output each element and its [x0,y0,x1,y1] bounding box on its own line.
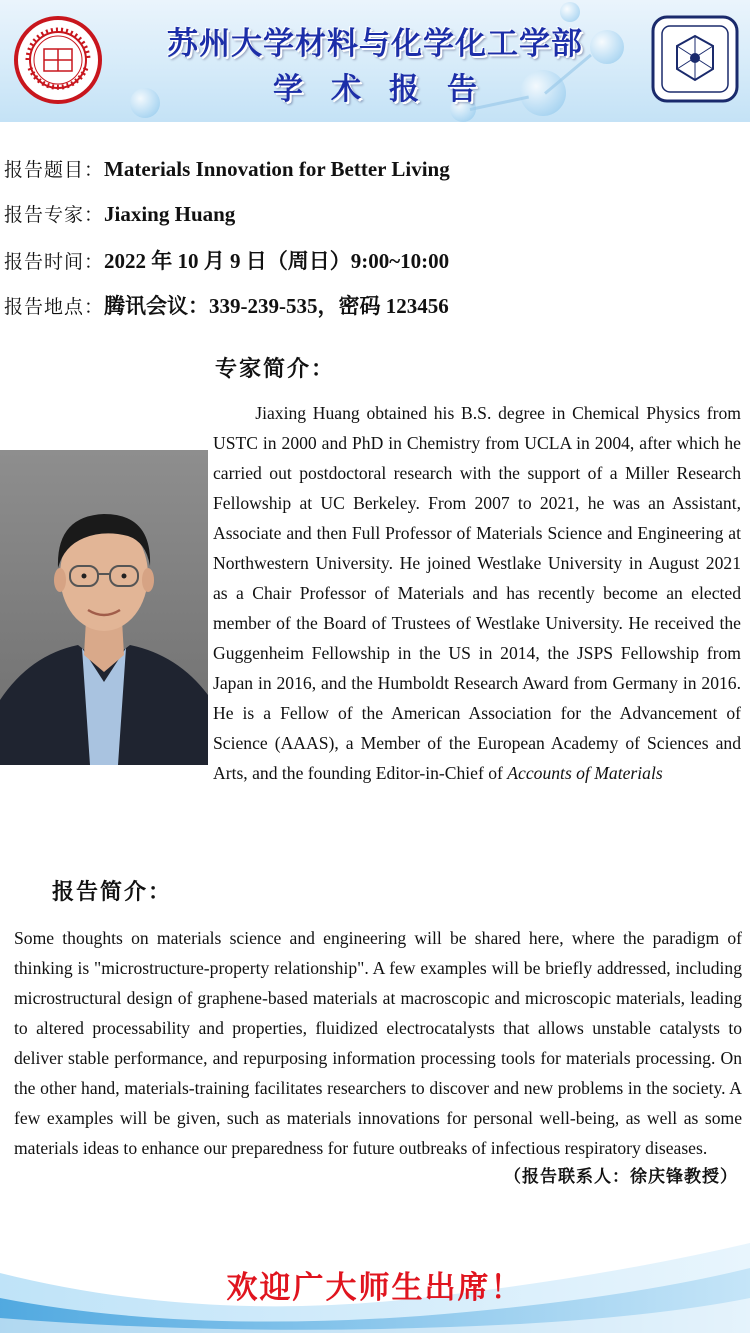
info-value: 腾讯会议：339-239-535，密码 123456 [104,294,449,318]
soochow-university-seal-icon [14,16,102,104]
info-label: 报告题目： [4,159,105,181]
expert-bio [213,398,741,788]
page-title: 苏州大学材料与化学化工学部 [167,26,583,62]
info-label: 报告时间： [4,251,105,273]
header-banner [0,0,750,122]
info-label: 报告专家： [4,204,105,226]
report-heading: 报告简介： [52,879,173,905]
expert-heading: 专家简介： [215,356,336,382]
bio-journal-name: Accounts of Materials [507,763,663,783]
info-value: Materials Innovation for Better Living [104,157,450,181]
info-value: Jiaxing Huang [104,202,236,226]
college-chemistry-chemical-engineering-materials-science-logo-icon [650,14,740,104]
info-time [4,245,449,275]
bio-text: Jiaxing Huang obtained his B.S. degree in Chemical Physics from USTC in 2000 and PhD in Chemistry from UCLA in 2004, after which he carried out postdoctoral research with the support of a Miller Research Fellowship at UC Berkeley. From 2007 to 2021, he was an Assistant, Associate and then Full Professor of Materials Science and Engineering at Northwestern University. He joined Westlake University in August 2021 as a Chair Professor of Materials and has recently become an elected member of the Board of Trustees of Westlake University. He received the Guggenheim Fellowship in the US in 2014, the JSPS Fellowship from Japan in 2016, and the Humboldt Research Award from Germany in 2016. He is a Fellow of the American Association for the Advancement of Science (AAAS), a Member of the European Academy of Sciences and Arts, and the founding Editor-in-Chief of [213,403,741,783]
info-location [4,290,449,320]
report-abstract: Some thoughts on materials science and engineering will be shared here, where the paradigm of thinking is "microstructure-property relationship". A few examples will be briefly addressed, including microstructural design of graphene-based materials at macroscopic and microscopic materials, leading to altered processability and properties, fluidized electrocatalysts that allows unstable catalysts to deliver stable performance, and repurposing information processing tools for materials processing. On the other hand, materials-training facilitates researchers to discover and new problems in the society. A few examples will be given, such as materials innovations for personal well-being, as well as some materials ideas to enhance our preparedness for future outbreaks of infectious respiratory diseases. [14,928,742,1158]
info-label: 报告地点： [4,296,105,318]
info-topic [4,155,450,182]
contact-person: （报告联系人：徐庆锋教授） [504,1167,738,1187]
speaker-portrait-icon [0,450,208,765]
welcome-message: 欢迎广大师生出席！ [226,1270,524,1306]
info-speaker [4,200,235,227]
info-value: 2022 年 10 月 9 日（周日）9:00~10:00 [104,249,450,273]
page-subtitle: 学术报告 [273,72,505,107]
